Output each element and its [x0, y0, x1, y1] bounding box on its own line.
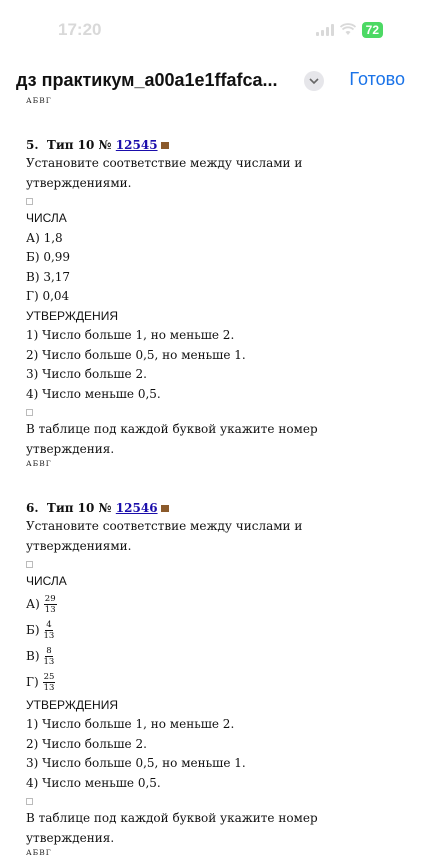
status-bar	[0, 0, 423, 58]
answer-letters: АБВГ	[26, 96, 52, 105]
status-icons	[316, 22, 383, 38]
fraction	[44, 594, 57, 615]
task-instruction: В таблице под каждой буквой укажите номер утверждения.	[26, 811, 318, 845]
fraction-item	[26, 644, 406, 670]
fraction-denominator: 13	[44, 605, 56, 615]
signal-icon	[316, 24, 334, 36]
number-item: Г) 0,04	[26, 289, 70, 303]
fraction-letter: Г)	[26, 674, 39, 689]
fraction	[44, 620, 55, 641]
fraction-letter: В)	[26, 648, 40, 663]
task-number: 6.	[26, 501, 39, 515]
statement-item: 3) Число больше 2.	[26, 367, 147, 381]
task-id-link[interactable]: 12546	[115, 501, 158, 515]
statement-item: 2) Число больше 2.	[26, 736, 147, 751]
statement-item: 1) Число больше 1, но меньше 2.	[26, 328, 235, 342]
statement-item: 4) Число меньше 0,5.	[26, 775, 161, 790]
task-instruction: В таблице под каждой буквой укажите номер утверждения.	[26, 422, 318, 456]
answer-letters: АБВГ	[26, 459, 52, 468]
document-title[interactable]: дз практикум_a00a1e1ffafca...	[16, 70, 278, 90]
chevron-down-icon[interactable]	[304, 71, 324, 91]
image-placeholder-icon	[26, 561, 33, 568]
task-id-link[interactable]: 12545	[115, 138, 158, 152]
fraction-denominator: 13	[43, 631, 55, 641]
task-prompt: Установите соответствие между числами и утверждениями.	[26, 156, 303, 190]
fraction-letter: Б)	[26, 622, 40, 637]
statement-item: 1) Число больше 1, но меньше 2.	[26, 717, 235, 731]
fraction-denominator: 13	[43, 657, 55, 667]
statements-header: УТВЕРЖДЕНИЯ	[26, 308, 118, 323]
fraction-numerator: 29	[44, 594, 56, 604]
number-item: Б) 0,99	[26, 250, 71, 264]
fraction-numerator: 4	[46, 620, 52, 630]
statement-item: 4) Число меньше 0,5.	[26, 386, 161, 401]
task-header	[26, 499, 406, 517]
numbers-header: ЧИСЛА	[26, 211, 67, 225]
book-icon	[161, 142, 169, 149]
fraction	[44, 646, 55, 667]
image-placeholder-icon	[26, 798, 33, 805]
task-prompt: Установите соответствие между числами и утверждениями.	[26, 519, 303, 553]
numbers-header: ЧИСЛА	[26, 574, 67, 588]
wifi-icon	[340, 24, 356, 36]
task-header	[26, 136, 406, 154]
fraction-numerator: 25	[43, 672, 55, 682]
number-item: А) 1,8	[26, 230, 63, 245]
fraction	[43, 672, 56, 693]
battery-indicator: 72	[362, 22, 383, 38]
task-5	[26, 136, 406, 469]
statement-item: 2) Число больше 0,5, но меньше 1.	[26, 347, 246, 362]
fraction-item	[26, 670, 406, 696]
fraction-denominator: 13	[43, 683, 55, 693]
book-icon	[161, 505, 169, 512]
task-6	[26, 499, 406, 858]
answer-letters: АБВГ	[26, 848, 52, 857]
done-button[interactable]: Готово	[349, 69, 405, 89]
task-type: Тип 10 №	[46, 138, 112, 152]
image-placeholder-icon	[26, 198, 33, 205]
fraction-letter: А)	[26, 596, 40, 611]
fraction-item	[26, 618, 406, 644]
number-item: В) 3,17	[26, 269, 71, 284]
statements-header: УТВЕРЖДЕНИЯ	[26, 697, 118, 712]
task-type: Тип 10 №	[46, 501, 112, 515]
statement-item: 3) Число больше 0,5, но меньше 1.	[26, 756, 246, 770]
image-placeholder-icon	[26, 409, 33, 416]
document-content	[26, 96, 406, 858]
status-time: 17:20	[58, 20, 102, 39]
fraction-item	[26, 592, 406, 618]
fraction-numerator: 8	[46, 646, 52, 656]
task-number: 5.	[26, 138, 39, 152]
